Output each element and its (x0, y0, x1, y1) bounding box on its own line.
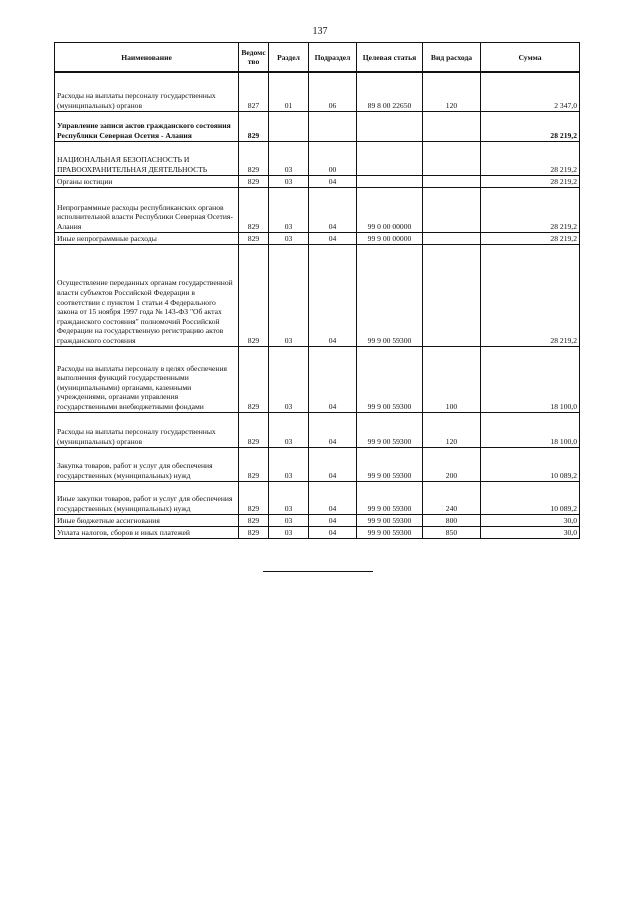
header-vedomstvo: Ведомс тво (239, 43, 269, 73)
cell-name: Уплата налогов, сборов и иных платежей (55, 526, 239, 538)
cell-vedomstvo: 829 (239, 187, 269, 232)
cell-razdel: 03 (269, 141, 309, 175)
cell-razdel (269, 111, 309, 141)
table-row (55, 481, 580, 514)
cell-target-article (357, 175, 423, 187)
cell-podrazdel: 04 (309, 526, 357, 538)
cell-name: Расходы на выплаты персоналу государственных (муниципальных) органов (55, 72, 239, 111)
cell-sum: 10 089,2 (481, 447, 580, 481)
closing-rule (263, 571, 373, 572)
cell-razdel: 03 (269, 175, 309, 187)
cell-name: Органы юстиции (55, 175, 239, 187)
cell-expense-type: 120 (423, 72, 481, 111)
cell-vedomstvo: 829 (239, 141, 269, 175)
table-row (55, 514, 580, 526)
cell-target-article: 99 9 00 59300 (357, 244, 423, 346)
cell-expense-type (423, 175, 481, 187)
header-sum: Сумма (481, 43, 580, 73)
cell-name: Управление записи актов гражданского состояния Республики Северная Осетия - Алания (55, 111, 239, 141)
cell-podrazdel (309, 111, 357, 141)
cell-razdel: 03 (269, 346, 309, 412)
cell-razdel: 01 (269, 72, 309, 111)
cell-name: Закупка товаров, работ и услуг для обеспечения государственных (муниципальных) нужд (55, 447, 239, 481)
table-body (55, 72, 580, 538)
cell-name: Иные бюджетные ассигнования (55, 514, 239, 526)
cell-vedomstvo: 829 (239, 244, 269, 346)
cell-target-article: 99 0 00 00000 (357, 187, 423, 232)
table-row (55, 175, 580, 187)
cell-target-article: 99 9 00 00000 (357, 232, 423, 244)
cell-razdel: 03 (269, 481, 309, 514)
cell-razdel: 03 (269, 244, 309, 346)
cell-vedomstvo: 829 (239, 526, 269, 538)
cell-sum: 28 219,2 (481, 175, 580, 187)
cell-sum: 30,0 (481, 514, 580, 526)
header-target-article: Целевая статья (357, 43, 423, 73)
cell-razdel: 03 (269, 514, 309, 526)
cell-name: Расходы на выплаты персоналу в целях обеспечения выполнения функций государственными (муниципальными) органами, казенными учреждениями, органами управления государственными внебюджетными фондами (55, 346, 239, 412)
cell-podrazdel: 04 (309, 187, 357, 232)
cell-vedomstvo: 829 (239, 481, 269, 514)
cell-expense-type (423, 232, 481, 244)
cell-name: Непрограммные расходы республиканских органов исполнительной власти Республики Северная Осетия-Алания (55, 187, 239, 232)
table-row (55, 526, 580, 538)
cell-vedomstvo: 829 (239, 111, 269, 141)
cell-target-article: 99 9 00 59300 (357, 346, 423, 412)
page-number: 137 (312, 26, 328, 37)
cell-podrazdel: 04 (309, 481, 357, 514)
cell-expense-type: 200 (423, 447, 481, 481)
cell-expense-type (423, 111, 481, 141)
cell-podrazdel: 04 (309, 447, 357, 481)
header-name: Наименование (55, 43, 239, 73)
cell-sum: 18 100,0 (481, 346, 580, 412)
cell-expense-type (423, 141, 481, 175)
cell-name: Осуществление переданных органам государственной власти субъектов Российской Федерации в соответствии с пунктом 1 статьи 4 Федерального закона от 15 ноября 1997 года № 143-ФЗ "Об актах гражданского состояния" полномочий Российской Федерации на государственную регистрацию актов гражданского состояния (55, 244, 239, 346)
table-row (55, 447, 580, 481)
table-row (55, 72, 580, 111)
cell-target-article: 89 8 00 22650 (357, 72, 423, 111)
cell-sum: 28 219,2 (481, 111, 580, 141)
cell-podrazdel: 04 (309, 244, 357, 346)
table-row (55, 187, 580, 232)
cell-expense-type: 850 (423, 526, 481, 538)
cell-name: Иные непрограммные расходы (55, 232, 239, 244)
cell-target-article: 99 9 00 59300 (357, 412, 423, 447)
cell-sum: 28 219,2 (481, 232, 580, 244)
cell-podrazdel: 04 (309, 412, 357, 447)
table-row (55, 111, 580, 141)
cell-target-article: 99 9 00 59300 (357, 481, 423, 514)
cell-expense-type: 800 (423, 514, 481, 526)
cell-vedomstvo: 829 (239, 175, 269, 187)
cell-podrazdel: 00 (309, 141, 357, 175)
cell-razdel: 03 (269, 447, 309, 481)
cell-sum: 28 219,2 (481, 141, 580, 175)
table-row (55, 141, 580, 175)
cell-sum: 28 219,2 (481, 187, 580, 232)
cell-vedomstvo: 827 (239, 72, 269, 111)
cell-podrazdel: 04 (309, 346, 357, 412)
cell-vedomstvo: 829 (239, 232, 269, 244)
cell-podrazdel: 06 (309, 72, 357, 111)
header-podrazdel: Подраздел (309, 43, 357, 73)
cell-razdel: 03 (269, 526, 309, 538)
cell-expense-type: 100 (423, 346, 481, 412)
cell-sum: 18 100,0 (481, 412, 580, 447)
cell-razdel: 03 (269, 232, 309, 244)
cell-vedomstvo: 829 (239, 346, 269, 412)
table-row (55, 412, 580, 447)
cell-podrazdel: 04 (309, 175, 357, 187)
cell-expense-type (423, 187, 481, 232)
cell-target-article: 99 9 00 59300 (357, 526, 423, 538)
cell-target-article (357, 111, 423, 141)
header-expense-type: Вид расхода (423, 43, 481, 73)
budget-table (54, 42, 580, 539)
cell-expense-type: 120 (423, 412, 481, 447)
cell-target-article: 99 9 00 59300 (357, 447, 423, 481)
cell-vedomstvo: 829 (239, 514, 269, 526)
table-row (55, 244, 580, 346)
cell-name: Расходы на выплаты персоналу государственных (муниципальных) органов (55, 412, 239, 447)
cell-target-article: 99 9 00 59300 (357, 514, 423, 526)
cell-razdel: 03 (269, 412, 309, 447)
cell-target-article (357, 141, 423, 175)
cell-podrazdel: 04 (309, 514, 357, 526)
cell-podrazdel: 04 (309, 232, 357, 244)
table-row (55, 346, 580, 412)
table-row (55, 232, 580, 244)
table-header-row (55, 43, 580, 73)
cell-expense-type: 240 (423, 481, 481, 514)
cell-sum: 28 219,2 (481, 244, 580, 346)
cell-name: Иные закупки товаров, работ и услуг для обеспечения государственных (муниципальных) нужд (55, 481, 239, 514)
cell-sum: 10 089,2 (481, 481, 580, 514)
header-razdel: Раздел (269, 43, 309, 73)
cell-vedomstvo: 829 (239, 412, 269, 447)
cell-sum: 2 347,0 (481, 72, 580, 111)
cell-name: НАЦИОНАЛЬНАЯ БЕЗОПАСНОСТЬ И ПРАВООХРАНИТЕЛЬНАЯ ДЕЯТЕЛЬНОСТЬ (55, 141, 239, 175)
cell-vedomstvo: 829 (239, 447, 269, 481)
cell-sum: 30,0 (481, 526, 580, 538)
cell-razdel: 03 (269, 187, 309, 232)
cell-expense-type (423, 244, 481, 346)
